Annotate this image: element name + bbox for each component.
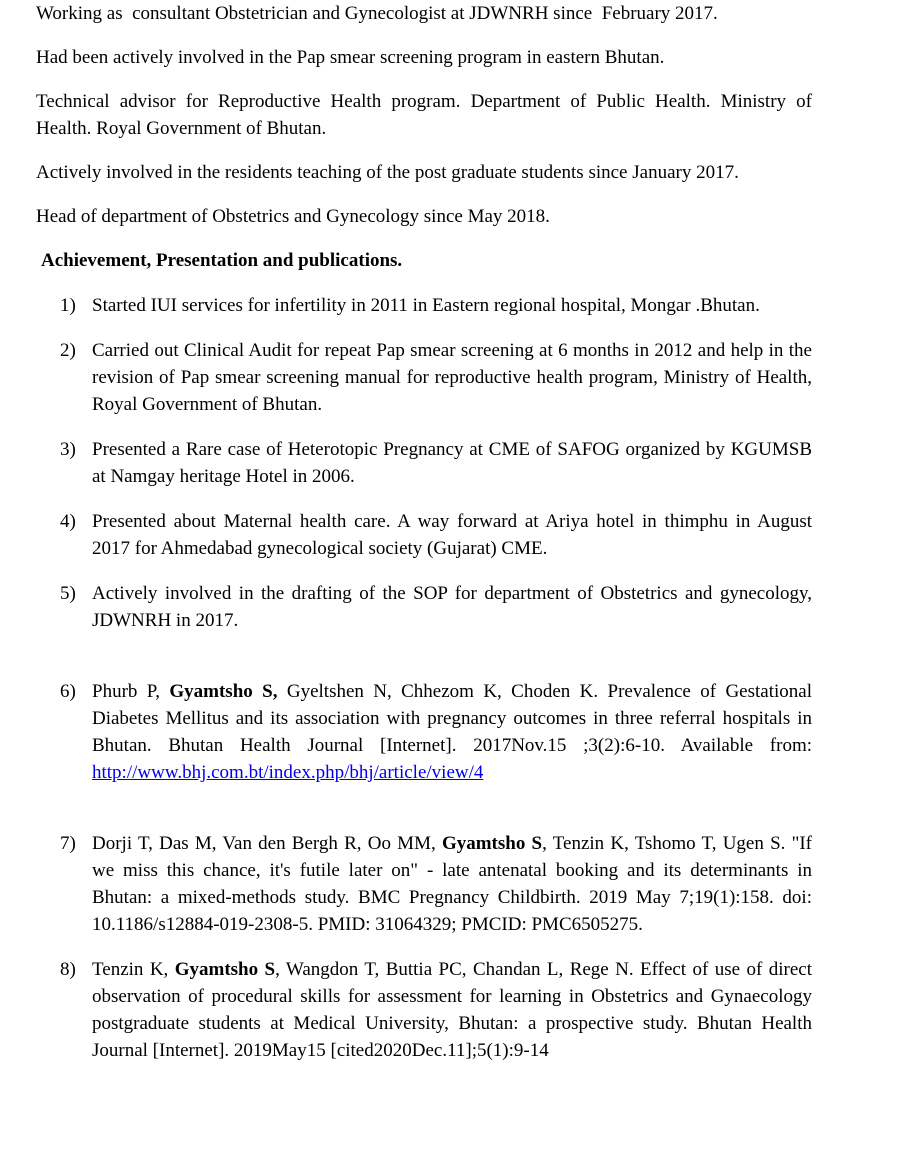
list-item-number: 3): [60, 439, 76, 460]
achievement-list: [36, 292, 812, 1064]
list-item-number: 4): [60, 511, 76, 532]
intro-paragraph-pap-smear: Had been actively involved in the Pap smear screening program in eastern Bhutan.: [36, 47, 665, 68]
list-item-text: [92, 678, 812, 786]
text-segment: Phurb P,: [92, 681, 170, 702]
publication-link[interactable]: http://www.bhj.com.bt/index.php/bhj/article/view/4: [92, 762, 484, 783]
list-item-8-publication: [36, 956, 812, 1064]
list-item-3: [36, 436, 812, 490]
list-item-text: [92, 956, 812, 1064]
list-item-text: [92, 580, 812, 634]
intro-paragraph-technical-advisor: Technical advisor for Reproductive Health program. Department of Public Health. Ministry of Health. Royal Government of Bhutan.: [36, 91, 817, 139]
bold-author-name: Gyamtsho S: [441, 833, 543, 854]
text-segment: , Tenzin K, Tshomo T, Ugen S. "If we miss this chance, it's futile later on" - late antenatal booking and its determinants in Bhutan: a mixed-methods study. BMC Pregnancy Childbirth. 2019 May 7;19(1):158. doi: 10.1186/s12884-019-2308-5. PMID: 31064329; PMCID: PMC6505275.: [92, 833, 813, 935]
list-item-text: [92, 830, 812, 938]
intro-paragraph-head-of-department: Head of department of Obstetrics and Gynecology since May 2018.: [36, 206, 550, 227]
list-item-number: 5): [60, 583, 76, 604]
list-item-text: [92, 292, 812, 319]
text-segment: Presented a Rare case of Heterotopic Pregnancy at CME of SAFOG organized by KGUMSB at Namgay heritage Hotel in 2006.: [92, 439, 812, 487]
list-item-4: [36, 508, 812, 562]
text-segment: Started IUI services for infertility in 2011 in Eastern regional hospital, Mongar .Bhutan.: [92, 295, 760, 316]
list-item-1: [36, 292, 812, 319]
list-item-number: 8): [60, 959, 76, 980]
list-item-text: [92, 337, 812, 418]
bold-author-name: Gyamtsho S,: [169, 681, 278, 702]
list-item-number: 2): [60, 340, 76, 361]
list-item-2: [36, 337, 812, 418]
intro-paragraph-residents-teaching: Actively involved in the residents teaching of the post graduate students since January 2017.: [36, 162, 739, 183]
text-segment: Carried out Clinical Audit for repeat Pap smear screening at 6 months in 2012 and help in the revision of Pap smear screening manual for reproductive health program, Ministry of Health, Royal Government of Bhutan.: [92, 340, 812, 415]
list-item-number: 6): [60, 681, 76, 702]
list-item-text: [92, 508, 812, 562]
text-segment: Tenzin K,: [92, 959, 175, 980]
intro-paragraph-working: Working as consultant Obstetrician and Gynecologist at JDWNRH since February 2017.: [36, 3, 718, 24]
text-segment: Presented about Maternal health care. A way forward at Ariya hotel in thimphu in August 2017 for Ahmedabad gynecological society (Gujarat) CME.: [92, 511, 812, 559]
section-heading-achievements: Achievement, Presentation and publications.: [41, 250, 403, 271]
list-item-7-publication: [36, 830, 812, 938]
list-item-number: 1): [60, 295, 76, 316]
list-item-number: 7): [60, 833, 76, 854]
text-segment: Dorji T, Das M, Van den Bergh R, Oo MM,: [92, 833, 442, 854]
list-item-5: [36, 580, 812, 634]
text-segment: , Wangdon T, Buttia PC, Chandan L, Rege N. Effect of use of direct observation of procedural skills for assessment for learning in Obstetrics and Gynaecology postgraduate students at Medical University, Bhutan: a prospective study. Bhutan Health Journal [Internet]. 2019May15 [cited2020Dec.11];5(1):9-14: [92, 959, 812, 1061]
text-segment: Gyeltshen N, Chhezom K, Choden K. Prevalence of Gestational Diabetes Mellitus and its association with pregnancy outcomes in three referral hospitals in Bhutan. Bhutan Health Journal [Internet]. 2017Nov.15 ;3(2):6-10. Available from:: [92, 681, 812, 756]
list-item-6-publication: [36, 678, 812, 786]
text-segment: Actively involved in the drafting of the SOP for department of Obstetrics and gynecology, JDWNRH in 2017.: [92, 583, 812, 631]
list-item-text: [92, 436, 812, 490]
bold-author-name: Gyamtsho S: [174, 959, 276, 980]
